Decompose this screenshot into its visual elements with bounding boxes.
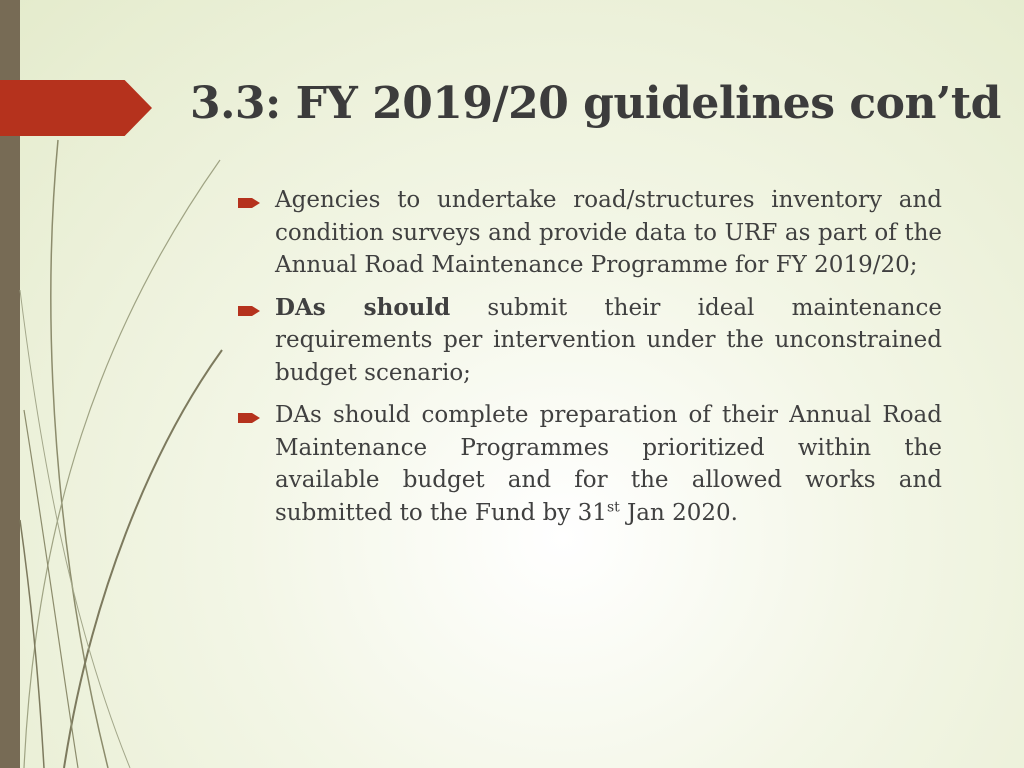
- bullet-text: submit their ideal maintenance requirements per intervention under the unconstrained budget scenario;: [275, 294, 942, 386]
- stem-line: [20, 520, 44, 768]
- stem-line: [24, 160, 220, 768]
- bullet-list: [238, 184, 942, 539]
- arrow-bullet-icon: [238, 306, 260, 316]
- bullet-item: [238, 292, 942, 390]
- bullet-text-tail: Jan 2020.: [619, 499, 738, 526]
- arrow-bullet-icon: [238, 198, 260, 208]
- bullet-item: [238, 399, 942, 529]
- slide-title: 3.3: FY 2019/20 guidelines con’td: [190, 78, 1001, 129]
- title-arrow-icon: [0, 80, 152, 136]
- stem-line: [51, 140, 108, 768]
- stem-line: [24, 410, 78, 768]
- bullet-item: [238, 184, 942, 282]
- arrow-bullet-icon: [238, 413, 260, 423]
- stem-line: [20, 290, 130, 768]
- ordinal-superscript: st: [606, 498, 620, 515]
- bullet-bold-text: DAs should: [275, 293, 451, 321]
- bullet-text: Agencies to undertake road/structures inventory and condition surveys and provide data to URF as part of the Annual Road Maintenance Programme for FY 2019/20;: [275, 187, 942, 278]
- bullet-text: DAs should complete preparation of their Annual Road Maintenance Programmes prioritized within the available budget and for the allowed works and submitted to the Fund by 31: [275, 402, 942, 526]
- stem-line: [64, 350, 222, 768]
